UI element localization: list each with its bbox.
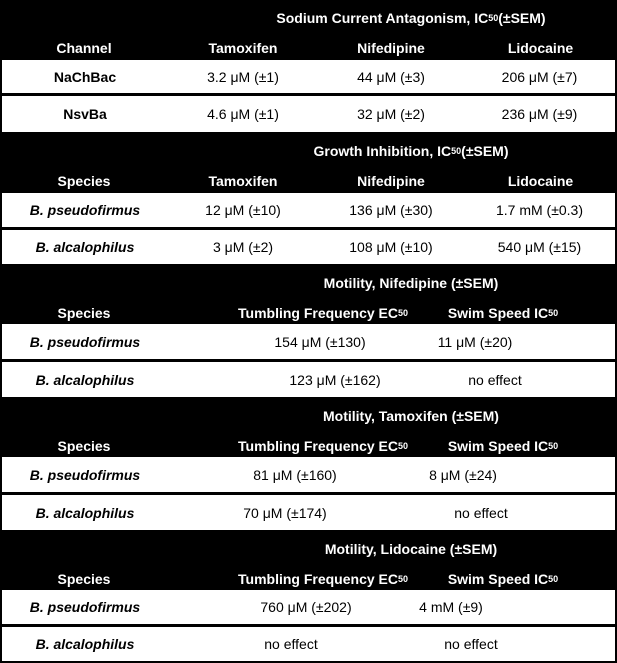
row-label: B. alcalophilus bbox=[35, 504, 135, 521]
table-cell: 154 μM (±130) bbox=[274, 333, 366, 350]
section-title-row bbox=[0, 530, 617, 567]
table-cell: 1.7 mM (±0.3) bbox=[495, 202, 584, 218]
table-cell: 108 μM (±10) bbox=[349, 239, 433, 255]
table-cell: 3 μM (±2) bbox=[212, 239, 274, 255]
row-label: B. alcalophilus bbox=[35, 371, 135, 388]
table-cell: no effect bbox=[454, 504, 508, 521]
column-header: Tumbling Frequency EC 50 bbox=[238, 305, 408, 321]
column-header: Nifedipine bbox=[357, 173, 425, 189]
table-row bbox=[2, 230, 615, 264]
table-row bbox=[2, 495, 615, 530]
section-title: Motility, Lidocaine (±SEM) bbox=[324, 540, 498, 557]
column-header: Tamoxifen bbox=[208, 173, 278, 189]
column-header: Species bbox=[57, 570, 111, 587]
column-header-row bbox=[0, 36, 617, 60]
section-title: Sodium Current Antagonism, IC 50 (±SEM) bbox=[276, 10, 546, 26]
column-header: Species bbox=[57, 305, 111, 321]
table-cell: no effect bbox=[444, 636, 498, 652]
column-header: Nifedipine bbox=[357, 40, 425, 56]
section-title: Motility, Nifedipine (±SEM) bbox=[323, 275, 499, 291]
table-cell: 8 μM (±24) bbox=[429, 466, 497, 483]
table-cell: no effect bbox=[264, 636, 318, 652]
column-header: Lidocaine bbox=[507, 40, 574, 56]
section-title: Motility, Tamoxifen (±SEM) bbox=[323, 408, 499, 424]
table-row bbox=[2, 193, 615, 227]
table-cell: 540 μM (±15) bbox=[497, 239, 582, 255]
column-header: Tamoxifen bbox=[208, 40, 278, 56]
column-header-row bbox=[0, 567, 617, 590]
table-row bbox=[2, 627, 615, 661]
table-cell: 136 μM (±30) bbox=[349, 202, 433, 218]
column-header-row bbox=[0, 435, 617, 457]
row-label: B. pseudofirmus bbox=[29, 202, 141, 218]
table-row bbox=[2, 324, 615, 359]
column-header-row bbox=[0, 302, 617, 324]
column-header: Species bbox=[57, 173, 111, 189]
column-header: Swim Speed IC 50 bbox=[447, 438, 559, 454]
section-title-row bbox=[0, 397, 617, 435]
table-cell: 12 μM (±10) bbox=[205, 202, 281, 218]
table-cell: 70 μM (±174) bbox=[243, 504, 327, 521]
row-label: NsvBa bbox=[63, 106, 107, 122]
column-header: Lidocaine bbox=[507, 173, 574, 189]
table-row bbox=[2, 590, 615, 624]
table-cell: 32 μM (±2) bbox=[357, 106, 425, 122]
table-cell: 11 μM (±20) bbox=[437, 333, 513, 350]
table-row bbox=[2, 362, 615, 397]
row-label: NaChBac bbox=[53, 68, 117, 85]
table-cell: no effect bbox=[468, 371, 522, 388]
table-cell: 3.2 μM (±1) bbox=[207, 68, 279, 85]
column-header: Tumbling Frequency EC 50 bbox=[238, 438, 408, 454]
table-cell: 236 μM (±9) bbox=[501, 106, 578, 122]
column-header: Species bbox=[57, 438, 111, 454]
table-cell: 81 μM (±160) bbox=[253, 466, 337, 483]
column-header: Channel bbox=[56, 40, 112, 56]
column-header-row bbox=[0, 169, 617, 193]
row-label: B. pseudofirmus bbox=[29, 599, 141, 615]
section-title-row bbox=[0, 264, 617, 302]
column-header: Tumbling Frequency EC 50 bbox=[238, 570, 408, 587]
row-label: B. alcalophilus bbox=[35, 239, 135, 255]
table-row bbox=[2, 457, 615, 492]
table-cell: 760 μM (±202) bbox=[260, 599, 352, 615]
table-cell: 44 μM (±3) bbox=[357, 68, 425, 85]
row-label: B. pseudofirmus bbox=[29, 333, 141, 350]
section-title-row bbox=[0, 0, 617, 36]
column-header: Swim Speed IC 50 bbox=[447, 570, 559, 587]
table-cell: 123 μM (±162) bbox=[289, 371, 381, 388]
table-cell: 206 μM (±7) bbox=[501, 68, 578, 85]
table-cell: 4.6 μM (±1) bbox=[207, 106, 279, 122]
row-label: B. alcalophilus bbox=[35, 636, 135, 652]
table-row bbox=[2, 60, 615, 93]
table-cell: 4 mM (±9) bbox=[419, 599, 483, 615]
row-label: B. pseudofirmus bbox=[29, 466, 141, 483]
column-header: Swim Speed IC 50 bbox=[447, 305, 559, 321]
section-title: Growth Inhibition, IC 50 (±SEM) bbox=[313, 142, 509, 159]
section-title-row bbox=[0, 132, 617, 169]
table-row bbox=[2, 96, 615, 132]
